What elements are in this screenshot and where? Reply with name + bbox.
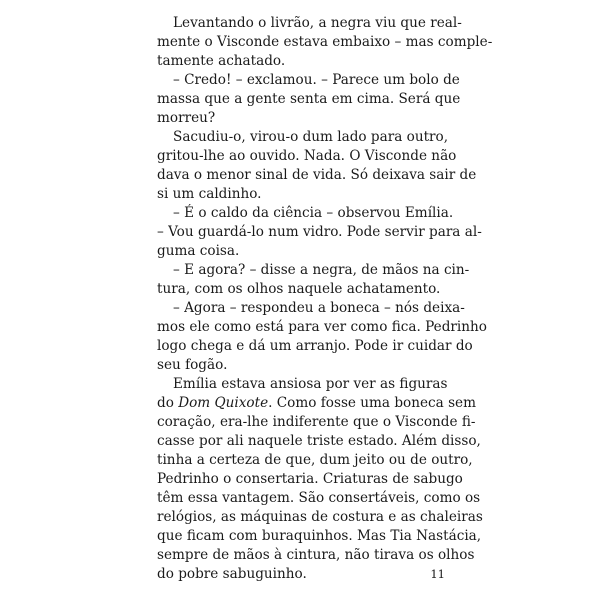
text-line: guma coisa. xyxy=(157,243,240,259)
text-line: que ficam com buraquinhos. Mas Tia Nastácia, xyxy=(157,528,482,544)
text-line: relógios, as máquinas de costura e as chaleiras xyxy=(157,509,483,525)
body-text xyxy=(157,14,493,584)
text-line: gritou-lhe ao ouvido. Nada. O Visconde não xyxy=(157,148,457,164)
text-line: dava o menor sinal de vida. Só deixava sair de xyxy=(157,167,477,183)
text-line: seu fogão. xyxy=(157,357,228,373)
text-line: sempre de mãos à cintura, não tirava os olhos xyxy=(157,547,475,563)
text-line: Levantando o livrão, a negra viu que real- xyxy=(173,15,462,31)
text-fragment: . Como fosse uma boneca sem xyxy=(268,395,476,411)
text-line: do pobre sabuguinho. xyxy=(157,566,307,582)
text-line: casse por ali naquele triste estado. Além disso, xyxy=(157,433,481,449)
text-line: tamente achatado. xyxy=(157,53,286,69)
text-line: – É o caldo da ciência – observou Emília. xyxy=(173,205,454,221)
text-line: – Vou guardá-lo num vidro. Pode servir para al- xyxy=(157,224,482,240)
text-line: – E agora? – disse a negra, de mãos na cin- xyxy=(173,262,470,278)
text-line: massa que a gente senta em cima. Será que xyxy=(157,91,461,107)
text-line: têm essa vantagem. São consertáveis, como os xyxy=(157,490,481,506)
text-line: – Credo! – exclamou. – Parece um bolo de xyxy=(173,72,460,88)
text-line: tura, com os olhos naquele achatamento. xyxy=(157,281,441,297)
text-line: logo chega e dá um arranjo. Pode ir cuidar do xyxy=(157,338,473,354)
text-line: mos ele como está para ver como fica. Pedrinho xyxy=(157,319,487,335)
text-line: morreu? xyxy=(157,110,216,126)
page-number: 11 xyxy=(430,567,445,581)
text-line: Emília estava ansiosa por ver as figuras xyxy=(173,376,448,392)
text-line-with-title xyxy=(157,394,476,413)
text-line: mente o Visconde estava embaixo – mas comple- xyxy=(157,34,493,50)
text-line: Sacudiu-o, virou-o dum lado para outro, xyxy=(173,129,449,145)
text-line: coração, era-lhe indiferente que o Visconde fi- xyxy=(157,414,476,430)
text-line: si um caldinho. xyxy=(157,186,262,202)
text-line: Pedrinho o consertaria. Criaturas de sabugo xyxy=(157,471,463,487)
text-fragment: do xyxy=(157,395,179,411)
book-title-italic: Dom Quixote xyxy=(178,395,269,411)
text-line: – Agora – respondeu a boneca – nós deixa- xyxy=(173,300,465,316)
text-line: tinha a certeza de que, dum jeito ou de outro, xyxy=(157,452,473,468)
